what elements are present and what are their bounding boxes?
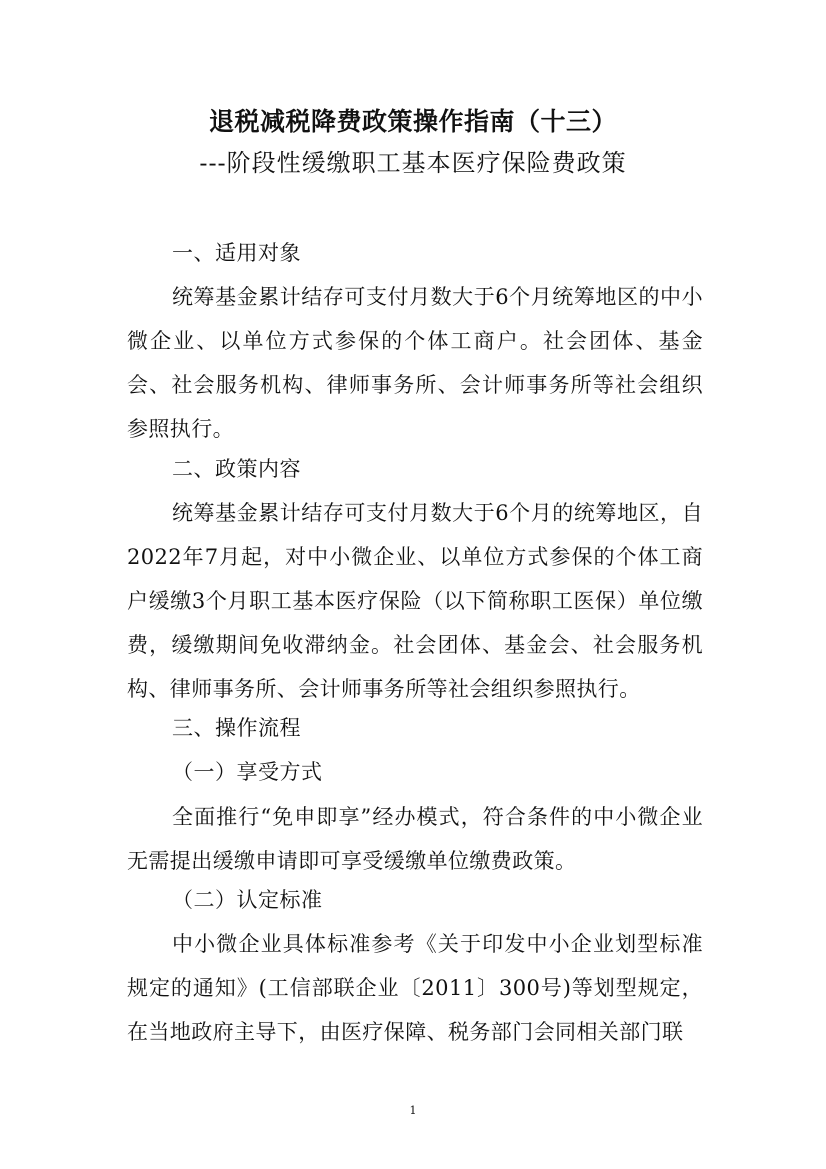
section-heading-applicable-objects: 一、适用对象	[172, 241, 301, 265]
page-number: 1	[409, 1104, 417, 1117]
section-paragraph-policy-content: 统筹基金累计结存可支付月数大于6个月的统筹地区，自2022年7月起，对中小微企业、以单位方式参保的个体工商户缓缴3个月职工基本医疗保险（以下简称职工医保）单位缴费，缓缴期间免收滞纳金。社会团体、基金会、社会服务机构、律师事务所、会计师事务所等社会组织参照执行。	[127, 501, 703, 701]
document-title: 退税减税降费政策操作指南（十三）	[208, 107, 617, 136]
section-heading-operation-process: 三、操作流程	[172, 716, 301, 740]
section-heading-policy-content: 二、政策内容	[172, 457, 301, 481]
subsection-heading-criteria: （二）认定标准	[172, 888, 323, 912]
subsection-paragraph-enjoyment-method: 全面推行“免申即享”经办模式，符合条件的中小微企业无需提出缓缴申请即可享受缓缴单位缴费政策。	[127, 805, 703, 873]
section-paragraph-applicable-objects: 统筹基金累计结存可支付月数大于6个月统筹地区的中小微企业、以单位方式参保的个体工商户。社会团体、基金会、社会服务机构、律师事务所、会计师事务所等社会组织参照执行。	[127, 285, 703, 441]
document-subtitle: ---阶段性缓缴职工基本医疗保险费政策	[199, 149, 627, 177]
subsection-heading-enjoyment-method: （一）享受方式	[172, 760, 323, 784]
subsection-paragraph-criteria: 中小微企业具体标准参考《关于印发中小企业划型标准规定的通知》(工信部联企业〔2011〕300号)等划型规定，在当地政府主导下，由医疗保障、税务部门会同相关部门联	[127, 932, 703, 1044]
